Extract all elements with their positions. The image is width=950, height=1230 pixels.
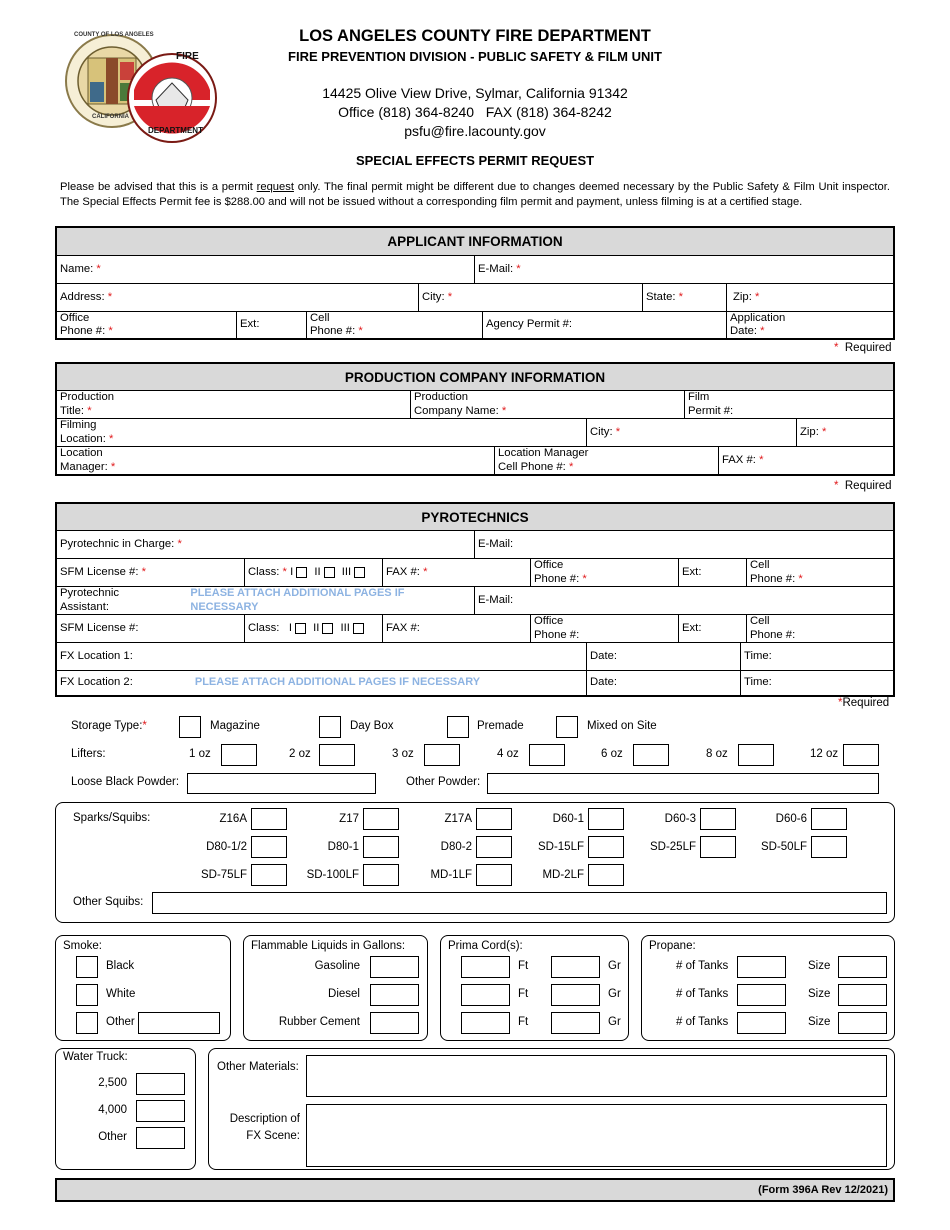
propane-label: Propane:	[649, 940, 696, 952]
propane-tanks-label: # of Tanks	[676, 960, 729, 972]
prima-ft-input[interactable]	[461, 956, 510, 978]
prima-ft-input[interactable]	[461, 1012, 510, 1034]
water-other-input[interactable]	[136, 1127, 185, 1149]
lifter-size-label: 1 oz	[189, 748, 211, 760]
propane-size-input[interactable]	[838, 984, 887, 1006]
squib-input[interactable]	[251, 836, 287, 858]
squib-input[interactable]	[476, 864, 512, 886]
flammable-label: Flammable Liquids in Gallons:	[251, 940, 406, 952]
production-section	[55, 362, 895, 476]
squibs-label: Sparks/Squibs:	[73, 812, 151, 824]
lifter-size-label: 2 oz	[289, 748, 311, 760]
fx-location-1-time[interactable]: Time:	[741, 643, 893, 671]
squib-input[interactable]	[811, 808, 847, 830]
applicant-section	[55, 226, 895, 340]
prima-gr-input[interactable]	[551, 956, 600, 978]
description-label: Description of FX Scene:	[229, 1113, 300, 1142]
smoke-black-checkbox[interactable]	[76, 956, 98, 978]
diesel-label: Diesel	[328, 988, 360, 1000]
badge-top-text: FIRE	[176, 51, 199, 62]
prima-ft-label: Ft	[518, 988, 529, 1000]
ext-field[interactable]: Ext:	[237, 312, 307, 338]
prima-gr-input[interactable]	[551, 1012, 600, 1034]
prima-label: Prima Cord(s):	[448, 940, 523, 952]
production-fax-field[interactable]: FAX #: *	[722, 453, 764, 466]
pyro-assistant-field[interactable]: Pyrotechnic Assistant: PLEASE ATTACH ADDITIONAL PAGES IF NECESSARY	[57, 587, 475, 615]
seal-bottom-text: CALIFORNIA	[92, 114, 129, 120]
office-phone-field[interactable]: Office Phone #: *	[57, 312, 237, 338]
division-title: FIRE PREVENTION DIVISION - PUBLIC SAFETY & FILM UNIT	[288, 49, 662, 64]
squib-input[interactable]	[363, 836, 399, 858]
squib-label: SD-15LF	[537, 841, 584, 853]
gasoline-label: Gasoline	[314, 960, 360, 972]
squib-label: SD-100LF	[306, 869, 359, 881]
magazine-label: Magazine	[210, 720, 260, 732]
location-manager-field[interactable]: Location Manager: *	[57, 447, 495, 474]
company-name-field[interactable]: Production Company Name: *	[411, 391, 685, 419]
daybox-checkbox[interactable]	[319, 716, 341, 738]
fx-location-2-date[interactable]: Date:	[587, 671, 741, 695]
address-line: 14425 Olive View Drive, Sylmar, California 91342	[322, 85, 628, 101]
propane-tanks-input[interactable]	[737, 956, 786, 978]
squib-input[interactable]	[363, 808, 399, 830]
squib-label: SD-50LF	[760, 841, 807, 853]
email-field[interactable]: E-Mail: *	[475, 256, 893, 284]
water-2500-input[interactable]	[136, 1073, 185, 1095]
other-squibs-label: Other Squibs:	[73, 896, 144, 908]
assistant-class-i-checkbox[interactable]	[295, 623, 306, 634]
prima-gr-input[interactable]	[551, 984, 600, 1006]
assistant-cell-phone-field[interactable]: Cell Phone #:	[747, 615, 893, 643]
propane-size-label: Size	[808, 960, 831, 972]
squib-input[interactable]	[251, 864, 287, 886]
prima-gr-label: Gr	[608, 1016, 621, 1028]
form-number: (Form 396A Rev 12/2021)	[55, 1178, 895, 1202]
storage-type-label: Storage Type:*	[71, 720, 147, 732]
department-title: LOS ANGELES COUNTY FIRE DEPARTMENT	[299, 27, 651, 45]
lifter-4oz-input[interactable]	[529, 744, 565, 766]
prima-gr-label: Gr	[608, 960, 621, 972]
water-4000-label: 4,000	[98, 1104, 127, 1116]
other-powder-label: Other Powder:	[406, 776, 481, 788]
water-other-label: Other	[98, 1131, 127, 1143]
lifter-size-label: 3 oz	[392, 748, 414, 760]
squib-label: D60-3	[664, 813, 696, 825]
lifters-label: Lifters:	[71, 748, 106, 760]
production-city-field[interactable]: City: *	[587, 419, 797, 447]
squib-input[interactable]	[811, 836, 847, 858]
pyrotechnics-title: PYROTECHNICS	[57, 504, 893, 531]
squib-input[interactable]	[588, 864, 624, 886]
state-field[interactable]: State: *	[643, 284, 727, 312]
email-line: psfu@fire.lacounty.gov	[404, 123, 546, 139]
fx-location-2-time[interactable]: Time:	[744, 676, 772, 689]
propane-tanks-label: # of Tanks	[676, 988, 729, 1000]
lifter-6oz-input[interactable]	[633, 744, 669, 766]
class-i-checkbox[interactable]	[296, 567, 307, 578]
production-title-field[interactable]: Production Title: *	[57, 391, 411, 419]
smoke-other-label: Other	[106, 1016, 135, 1028]
assistant-office-phone-field[interactable]: Office Phone #:	[531, 615, 679, 643]
squib-input[interactable]	[476, 836, 512, 858]
required-note-3: *Required	[838, 697, 890, 709]
city-field[interactable]: City: *	[419, 284, 643, 312]
assistant-ext-field[interactable]: Ext:	[679, 615, 747, 643]
sfm-license-field[interactable]: SFM License #: *	[57, 559, 245, 587]
gasoline-input[interactable]	[370, 956, 419, 978]
squib-label: D80-1/2	[206, 841, 247, 853]
squib-label: D80-2	[440, 841, 472, 853]
manager-cell-field[interactable]: Location Manager Cell Phone #: *	[495, 447, 719, 474]
water-4000-input[interactable]	[136, 1100, 185, 1122]
squib-input[interactable]	[363, 864, 399, 886]
propane-size-label: Size	[808, 1016, 831, 1028]
lifter-8oz-input[interactable]	[738, 744, 774, 766]
propane-size-input[interactable]	[838, 956, 887, 978]
squib-input[interactable]	[588, 808, 624, 830]
lifter-2oz-input[interactable]	[319, 744, 355, 766]
pyrotechnics-section	[55, 502, 895, 697]
smoke-label: Smoke:	[63, 940, 102, 952]
other-materials-input[interactable]	[306, 1055, 887, 1097]
disclaimer: Please be advised that this is a permit request only. The final permit might be different due to changes deemed necessary by the Public Safety & Film Unit inspector. The Special Effects Permit fee is $288.00 and will not be issued without a corresponding film permit and payment, unless filming is at a certified stage.	[60, 181, 890, 208]
lifter-size-label: 4 oz	[497, 748, 519, 760]
assistant-class-field: Class: I II III	[245, 615, 383, 643]
pyro-fax-field[interactable]: FAX #: *	[383, 559, 531, 587]
badge-bottom-text: DEPARTMENT	[148, 126, 203, 135]
squib-label: Z16A	[219, 813, 247, 825]
prima-ft-label: Ft	[518, 1016, 529, 1028]
other-powder-input[interactable]	[487, 773, 879, 794]
required-note-2: * Required	[834, 480, 892, 492]
premade-checkbox[interactable]	[447, 716, 469, 738]
squib-input[interactable]	[251, 808, 287, 830]
daybox-label: Day Box	[350, 720, 394, 732]
smoke-other-input[interactable]	[138, 1012, 220, 1034]
smoke-white-label: White	[106, 988, 136, 1000]
fx-location-2-field[interactable]: FX Location 2: PLEASE ATTACH ADDITIONAL PAGES IF NECESSARY	[57, 671, 587, 695]
premade-label: Premade	[477, 720, 524, 732]
propane-tanks-input[interactable]	[737, 1012, 786, 1034]
form-title: SPECIAL EFFECTS PERMIT REQUEST	[355, 153, 595, 168]
squib-label: MD-2LF	[542, 869, 584, 881]
phone-line: Office (818) 364-8240 FAX (818) 364-8242	[338, 104, 612, 120]
assistant-sfm-field[interactable]: SFM License #:	[57, 615, 245, 643]
loose-powder-input[interactable]	[187, 773, 376, 794]
water-2500-label: 2,500	[98, 1077, 127, 1089]
magazine-checkbox[interactable]	[179, 716, 201, 738]
squib-input[interactable]	[588, 836, 624, 858]
squib-label: D80-1	[327, 841, 359, 853]
assistant-class-iii-checkbox[interactable]	[353, 623, 364, 634]
loose-powder-label: Loose Black Powder:	[71, 776, 180, 788]
prima-gr-label: Gr	[608, 988, 621, 1000]
squib-label: Z17	[339, 813, 359, 825]
class-field: Class: * I II III	[245, 559, 383, 587]
squib-input[interactable]	[476, 808, 512, 830]
description-input[interactable]	[306, 1104, 887, 1167]
propane-size-input[interactable]	[838, 1012, 887, 1034]
other-materials-label: Other Materials:	[217, 1061, 299, 1073]
lifter-size-label: 8 oz	[706, 748, 728, 760]
lifter-3oz-input[interactable]	[424, 744, 460, 766]
squib-label: SD-25LF	[649, 841, 696, 853]
fx-location-1-date[interactable]: Date:	[587, 643, 741, 671]
pyro-email-field[interactable]: E-Mail:	[475, 531, 893, 559]
production-title: PRODUCTION COMPANY INFORMATION	[57, 364, 893, 391]
lifter-12oz-input[interactable]	[843, 744, 879, 766]
rubber-cement-label: Rubber Cement	[278, 1016, 360, 1028]
other-squibs-input[interactable]	[152, 892, 887, 914]
production-zip-field[interactable]: Zip: *	[797, 419, 893, 447]
lifter-size-label: 6 oz	[601, 748, 623, 760]
propane-size-label: Size	[808, 988, 831, 1000]
squib-label: Z17A	[444, 813, 472, 825]
squib-label: D60-6	[775, 813, 807, 825]
name-field[interactable]: Name: *	[57, 256, 475, 284]
mixed-label: Mixed on Site	[587, 720, 657, 732]
pyro-in-charge-field[interactable]: Pyrotechnic in Charge: *	[57, 531, 475, 559]
propane-tanks-label: # of Tanks	[676, 1016, 729, 1028]
squib-label: SD-75LF	[200, 869, 247, 881]
propane-tanks-input[interactable]	[737, 984, 786, 1006]
lifter-1oz-input[interactable]	[221, 744, 257, 766]
rubber-cement-input[interactable]	[370, 1012, 419, 1034]
prima-ft-label: Ft	[518, 960, 529, 972]
assistant-class-ii-checkbox[interactable]	[322, 623, 333, 634]
pyro-cell-phone-field[interactable]: Cell Phone #: *	[747, 559, 893, 587]
filming-location-field[interactable]: Filming Location: *	[57, 419, 587, 447]
zip-field[interactable]: Zip: *	[727, 284, 893, 312]
smoke-white-checkbox[interactable]	[76, 984, 98, 1006]
smoke-black-label: Black	[106, 960, 135, 972]
squib-label: D60-1	[552, 813, 584, 825]
application-date-field[interactable]: Application Date: *	[730, 311, 786, 337]
prima-ft-input[interactable]	[461, 984, 510, 1006]
water-truck-label: Water Truck:	[63, 1051, 128, 1063]
assistant-email-field[interactable]: E-Mail:	[475, 587, 893, 615]
address-field[interactable]: Address: *	[57, 284, 419, 312]
pyro-ext-field[interactable]: Ext:	[679, 559, 747, 587]
lifter-size-label: 12 oz	[810, 748, 839, 760]
cell-phone-field[interactable]: Cell Phone #: *	[307, 312, 483, 338]
pyro-office-phone-field[interactable]: Office Phone #: *	[531, 559, 679, 587]
class-iii-checkbox[interactable]	[354, 567, 365, 578]
agency-permit-field[interactable]: Agency Permit #:	[483, 312, 727, 338]
fx-location-1-field[interactable]: FX Location 1:	[57, 643, 587, 671]
film-permit-field[interactable]: Film Permit #:	[685, 391, 893, 419]
diesel-input[interactable]	[370, 984, 419, 1006]
required-note-1: * Required	[834, 342, 892, 354]
applicant-title: APPLICANT INFORMATION	[57, 228, 893, 256]
assistant-fax-field[interactable]: FAX #:	[383, 615, 531, 643]
smoke-other-checkbox[interactable]	[76, 1012, 98, 1034]
mixed-checkbox[interactable]	[556, 716, 578, 738]
seal-top-text: COUNTY OF LOS ANGELES	[74, 32, 154, 38]
class-ii-checkbox[interactable]	[324, 567, 335, 578]
squib-label: MD-1LF	[430, 869, 472, 881]
